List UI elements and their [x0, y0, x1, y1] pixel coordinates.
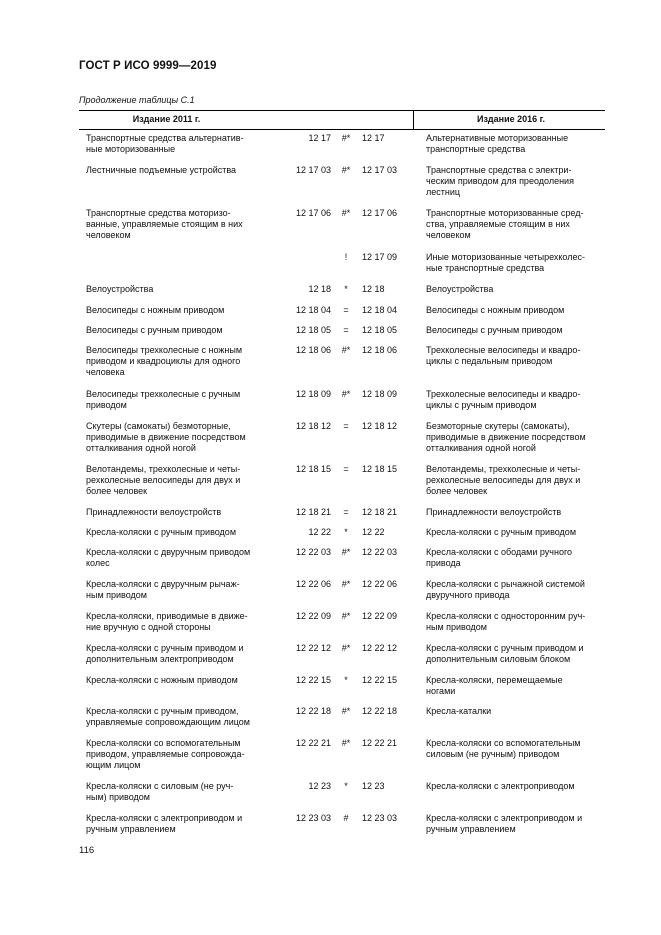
code-2016: 12 22 12 — [362, 643, 398, 653]
name-2011: Кресла-коляски, приводимые в движе- ние вручную с одной стороны — [86, 611, 248, 632]
code-2011: 12 22 — [308, 527, 331, 537]
name-2016: Велосипеды с ножным приводом — [426, 305, 565, 315]
code-2011: 12 22 06 — [295, 579, 331, 589]
change-mark: #* — [341, 165, 351, 175]
change-mark: #* — [341, 389, 351, 399]
name-2011: Кресла-коляски с двуручным рычаж- ным приводом — [86, 579, 240, 600]
change-mark: * — [344, 284, 348, 294]
code-2011: 12 18 15 — [295, 464, 331, 474]
name-2011: Велосипеды с ручным приводом — [86, 325, 223, 335]
code-2016: 12 17 09 — [362, 252, 398, 262]
name-2011: Кресла-коляски со вспомогательным приводом, управляемые сопровожда- ющим лицом — [86, 738, 245, 770]
code-2016: 12 22 15 — [362, 675, 398, 685]
change-mark: = — [343, 325, 349, 335]
change-mark: #* — [341, 579, 351, 589]
change-mark: = — [343, 421, 349, 431]
change-mark: * — [344, 675, 348, 685]
code-2011: 12 17 03 — [295, 165, 331, 175]
code-2011: 12 22 03 — [295, 547, 331, 557]
name-2011: Велосипеды с ножным приводом — [86, 305, 225, 315]
name-2011: Лестничные подъемные устройства — [86, 165, 237, 175]
code-2011: 12 23 — [308, 781, 331, 791]
code-2011: 12 18 06 — [295, 345, 331, 355]
name-2011: Велосипеды трехколесные с ножным приводом и квадроциклы для одного человека — [86, 345, 243, 377]
code-2016: 12 23 03 — [362, 813, 398, 823]
name-2011: Кресла-коляски с ручным приводом — [86, 527, 237, 537]
code-2016: 12 22 18 — [362, 706, 398, 716]
name-2011: Кресла-коляски с электроприводом и ручным управлением — [86, 813, 243, 834]
change-mark: ! — [344, 252, 348, 262]
change-mark: #* — [341, 706, 351, 716]
code-2016: 12 17 — [362, 133, 385, 143]
code-2016: 12 22 09 — [362, 611, 398, 621]
change-mark: #* — [341, 643, 351, 653]
code-2016: 12 22 03 — [362, 547, 398, 557]
code-2016: 12 18 21 — [362, 507, 398, 517]
table-caption: Продолжение таблицы С.1 — [79, 95, 195, 105]
page-number: 116 — [79, 845, 95, 856]
code-2016: 12 22 21 — [362, 738, 398, 748]
name-2016: Велосипеды с ручным приводом — [426, 325, 563, 335]
name-2016: Кресла-коляски с рычажной системой двуручного привода — [426, 579, 585, 600]
name-2011: Кресла-коляски с ручным приводом и дополнительным электроприводом — [86, 643, 244, 664]
name-2011: Скутеры (самокаты) безмоторные, приводимые в движение посредством отталкивания одной ногой — [86, 421, 246, 453]
code-2016: 12 18 05 — [362, 325, 398, 335]
name-2016: Кресла-коляски с электроприводом — [426, 781, 575, 791]
name-2016: Альтернативные моторизованные транспортные средства — [426, 133, 569, 154]
name-2016: Велоустройства — [426, 284, 494, 294]
code-2016: 12 17 03 — [362, 165, 398, 175]
code-2011: 12 22 18 — [295, 706, 331, 716]
code-2016: 12 22 06 — [362, 579, 398, 589]
name-2016: Принадлежности велоустройств — [426, 507, 562, 517]
name-2011: Кресла-коляски с ножным приводом — [86, 675, 238, 685]
code-2011: 12 22 21 — [295, 738, 331, 748]
code-2016: 12 18 09 — [362, 389, 398, 399]
code-2016: 12 18 — [362, 284, 385, 294]
change-mark: #* — [341, 345, 351, 355]
code-2011: 12 18 05 — [295, 325, 331, 335]
name-2016: Кресла-каталки — [426, 706, 492, 716]
code-2016: 12 18 04 — [362, 305, 398, 315]
code-2011: 12 22 09 — [295, 611, 331, 621]
change-mark: #* — [341, 547, 351, 557]
change-mark: = — [343, 464, 349, 474]
name-2011: Принадлежности велоустройств — [86, 507, 222, 517]
code-2016: 12 23 — [362, 781, 385, 791]
code-2011: 12 18 21 — [295, 507, 331, 517]
name-2016: Кресла-коляски с односторонним руч- ным приводом — [426, 611, 586, 632]
column-header-2011: Издание 2011 г. — [132, 114, 201, 124]
name-2016: Кресла-коляски с ручным приводом — [426, 527, 577, 537]
code-2011: 12 22 12 — [295, 643, 331, 653]
document-header: ГОСТ Р ИСО 9999—2019 — [79, 60, 217, 72]
change-mark: * — [344, 781, 348, 791]
change-mark: = — [343, 305, 349, 315]
code-2011: 12 18 12 — [295, 421, 331, 431]
name-2016: Кресла-коляски с ободами ручного привода — [426, 547, 573, 568]
name-2016: Кресла-коляски с электроприводом и ручным управлением — [426, 813, 583, 834]
code-2016: 12 22 — [362, 527, 385, 537]
code-2011: 12 22 15 — [295, 675, 331, 685]
name-2016: Велотандемы, трехколесные и четы- рехколесные велосипеды для двух и более человек — [426, 464, 581, 496]
name-2011: Велосипеды трехколесные с ручным приводом — [86, 389, 241, 410]
change-mark: #* — [341, 133, 351, 143]
name-2016: Кресла-коляски, перемещаемые ногами — [426, 675, 563, 696]
code-2011: 12 17 06 — [295, 208, 331, 218]
code-2016: 12 18 06 — [362, 345, 398, 355]
code-2011: 12 23 03 — [295, 813, 331, 823]
name-2011: Велоустройства — [86, 284, 154, 294]
change-mark: = — [343, 507, 349, 517]
code-2011: 12 17 — [308, 133, 331, 143]
change-mark: #* — [341, 208, 351, 218]
change-mark: #* — [341, 611, 351, 621]
name-2011: Транспортные средства моторизо- ванные, управляемые стоящим в них человеком — [86, 208, 243, 240]
name-2011: Велотандемы, трехколесные и четы- рехколесные велосипеды для двух и более человек — [86, 464, 241, 496]
change-mark: * — [344, 527, 348, 537]
code-2016: 12 18 15 — [362, 464, 398, 474]
change-mark: #* — [341, 738, 351, 748]
name-2011: Кресла-коляски с силовым (не руч- ным) приводом — [86, 781, 234, 802]
code-2011: 12 18 — [308, 284, 331, 294]
code-2011: 12 18 04 — [295, 305, 331, 315]
name-2011: Кресла-коляски с ручным приводом, управляемые сопровождающим лицом — [86, 706, 250, 727]
name-2016: Транспортные моторизованные сред- ства, управляемые стоящим в них человеком — [426, 208, 584, 240]
change-mark: # — [343, 813, 349, 823]
name-2016: Иные моторизованные четырехколес- ные транспортные средства — [426, 252, 585, 273]
name-2016: Безмоторные скутеры (самокаты), приводимые в движение посредством отталкивания одной ногой — [426, 421, 586, 453]
code-2011: 12 18 09 — [295, 389, 331, 399]
column-header-2016: Издание 2016 г. — [476, 114, 545, 124]
code-2016: 12 18 12 — [362, 421, 398, 431]
name-2016: Транспортные средства с электри- ческим приводом для преодоления лестниц — [426, 165, 574, 197]
code-2016: 12 17 06 — [362, 208, 398, 218]
name-2016: Кресла-коляски с ручным приводом и дополнительным силовым блоком — [426, 643, 584, 664]
name-2011: Транспортные средства альтернатив- ные моторизованные — [86, 133, 244, 154]
name-2011: Кресла-коляски с двуручным приводом колес — [86, 547, 251, 568]
name-2016: Трехколесные велосипеды и квадро- циклы с ручным приводом — [426, 389, 581, 410]
name-2016: Трехколесные велосипеды и квадро- циклы с педальным приводом — [426, 345, 581, 366]
name-2016: Кресла-коляски со вспомогательным силовым (не ручным) приводом — [426, 738, 581, 759]
